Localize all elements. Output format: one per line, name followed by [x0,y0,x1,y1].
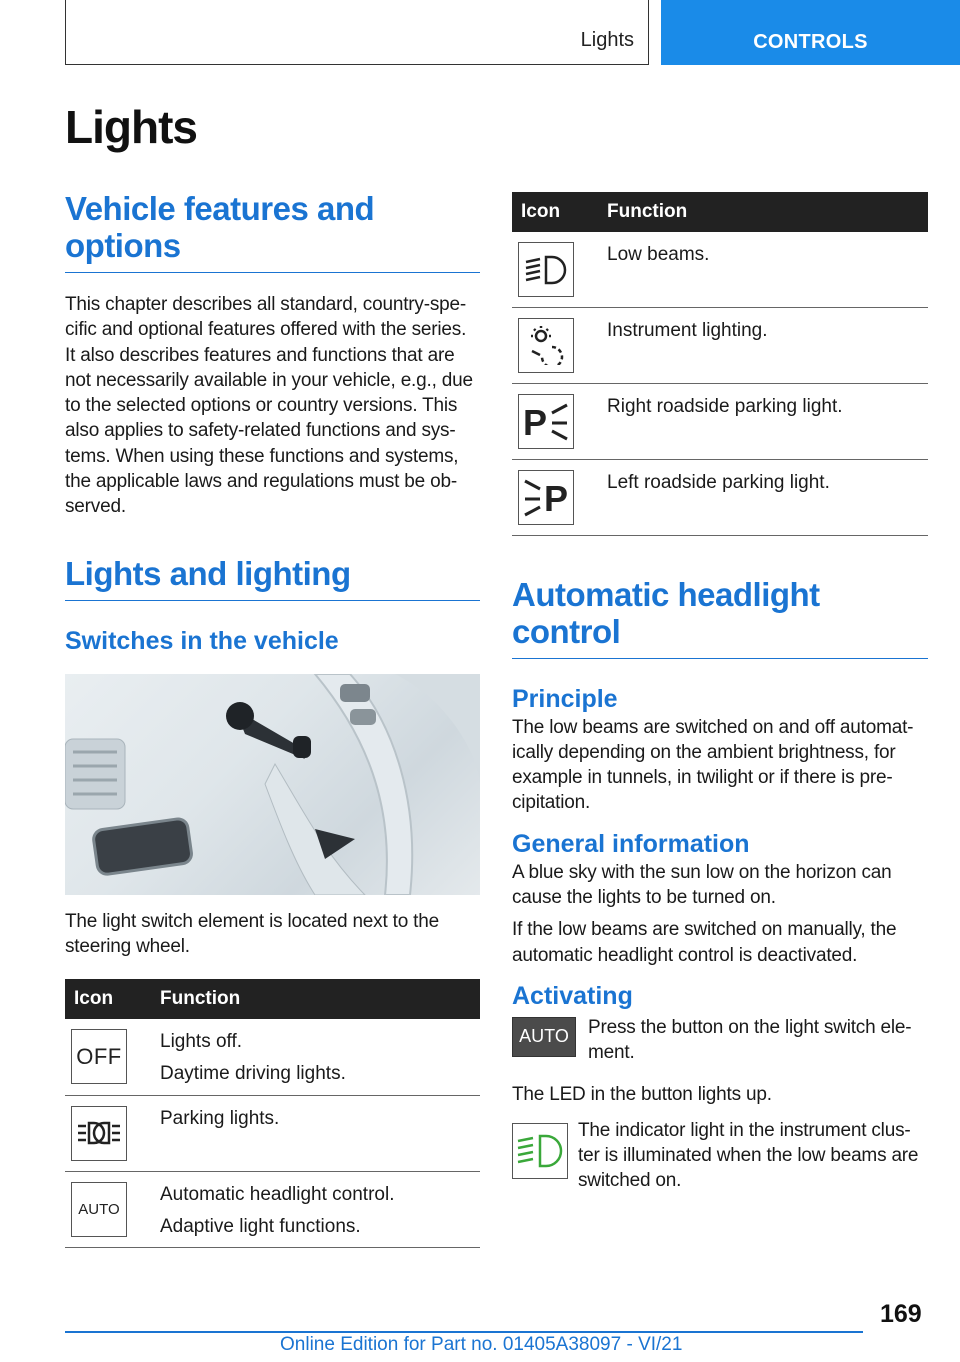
function-line-2: Adaptive light functions. [160,1215,361,1237]
right-column [512,192,928,1194]
table-row [512,232,928,307]
table-row [65,1171,480,1247]
low-beams-icon [518,242,574,297]
indicator-row [512,1118,928,1194]
col-icon-header: Icon [512,192,607,232]
function-line-1: Low beams. [607,244,710,265]
table-row [65,1019,480,1095]
header-chapter-tab [661,0,960,65]
activating-row [512,1015,928,1066]
heading-switches: Switches in the vehicle [65,626,339,655]
table-row [512,383,928,459]
led-text: The LED in the button lights up. [512,1084,772,1106]
auto-button-icon: AUTO [512,1017,576,1057]
col-function-header: Function [160,979,480,1019]
auto-headlight-icon: AUTO [71,1182,127,1237]
function-line-1: Instrument lighting. [607,319,768,341]
header-section-tab [65,0,649,65]
general-text-1: A blue sky with the sun low on the horizon can cause the lights to be turned on. [512,861,892,908]
right-parking-light-icon [518,394,574,449]
light-switch-photo [65,674,480,895]
heading-auto-headlight: Automatic headlight control [512,576,928,659]
heading-principle: Principle [512,684,618,713]
svg-text:P: P [544,478,569,517]
indicator-icon-table [512,192,928,536]
switch-icon-table [65,979,480,1248]
heading-general-info: General information [512,829,750,858]
header-chapter-label: CONTROLS [753,31,868,53]
heading-lights-lighting: Lights and lighting [65,555,480,601]
svg-text:P: P [523,402,548,441]
table-row [65,1095,480,1171]
left-parking-light-icon [518,470,574,525]
parking-lights-icon [71,1106,127,1161]
footer-divider [65,1331,863,1333]
light-switch-illustration [65,674,480,895]
indicator-text: The indicator light in the instrument clus-ter is illuminated when the low beams are switched on. [578,1119,919,1192]
table-header-row [512,192,928,232]
function-line-1: Lights off. [160,1031,243,1053]
function-line-1: Left roadside parking light. [607,471,830,493]
table-row [512,307,928,383]
footer-edition: Online Edition for Part no. 01405A38097 - VI/21 [280,1334,683,1355]
table-row [512,459,928,535]
table-header-row [65,979,480,1019]
function-line-1: Parking lights. [160,1107,280,1129]
instrument-lighting-icon [518,318,574,373]
function-line-1: Right roadside parking light. [607,395,843,417]
switch-caption: The light switch element is located next to the steering wheel. [65,910,439,957]
col-icon-header: Icon [65,979,160,1019]
features-text: This chapter describes all standard, country-spe-cific and optional features offered with the series. It also describes features and functions that are not necessarily available in your vehicle, e.g., due to the selected options or country versions. This also applies to safety-related functions and sys-tems. When using these functions and systems, the applicable laws and regulations must be ob-served. [65,294,473,518]
heading-vehicle-features: Vehicle features and options [65,190,480,273]
activating-text: Press the button on the light switch ele-ment. [588,1016,912,1064]
principle-text: The low beams are switched on and off automat-ically depending on the ambient brightness, for example in tunnels, in twilight or if there is pre-cipitation. [512,716,914,814]
general-text-2: If the low beams are switched on manually, the automatic headlight control is deactivated. [512,919,897,966]
left-column [65,190,480,1248]
function-line-2: Daytime driving lights. [160,1063,346,1085]
function-line-1: Automatic headlight control. [160,1183,395,1205]
lights-off-icon: OFF [71,1029,127,1084]
page-title: Lights [65,101,197,153]
page-number: 169 [880,1300,922,1328]
heading-activating: Activating [512,981,633,1010]
low-beam-indicator-icon [512,1123,568,1179]
header-section-label: Lights [580,29,634,51]
col-function-header: Function [607,192,928,232]
